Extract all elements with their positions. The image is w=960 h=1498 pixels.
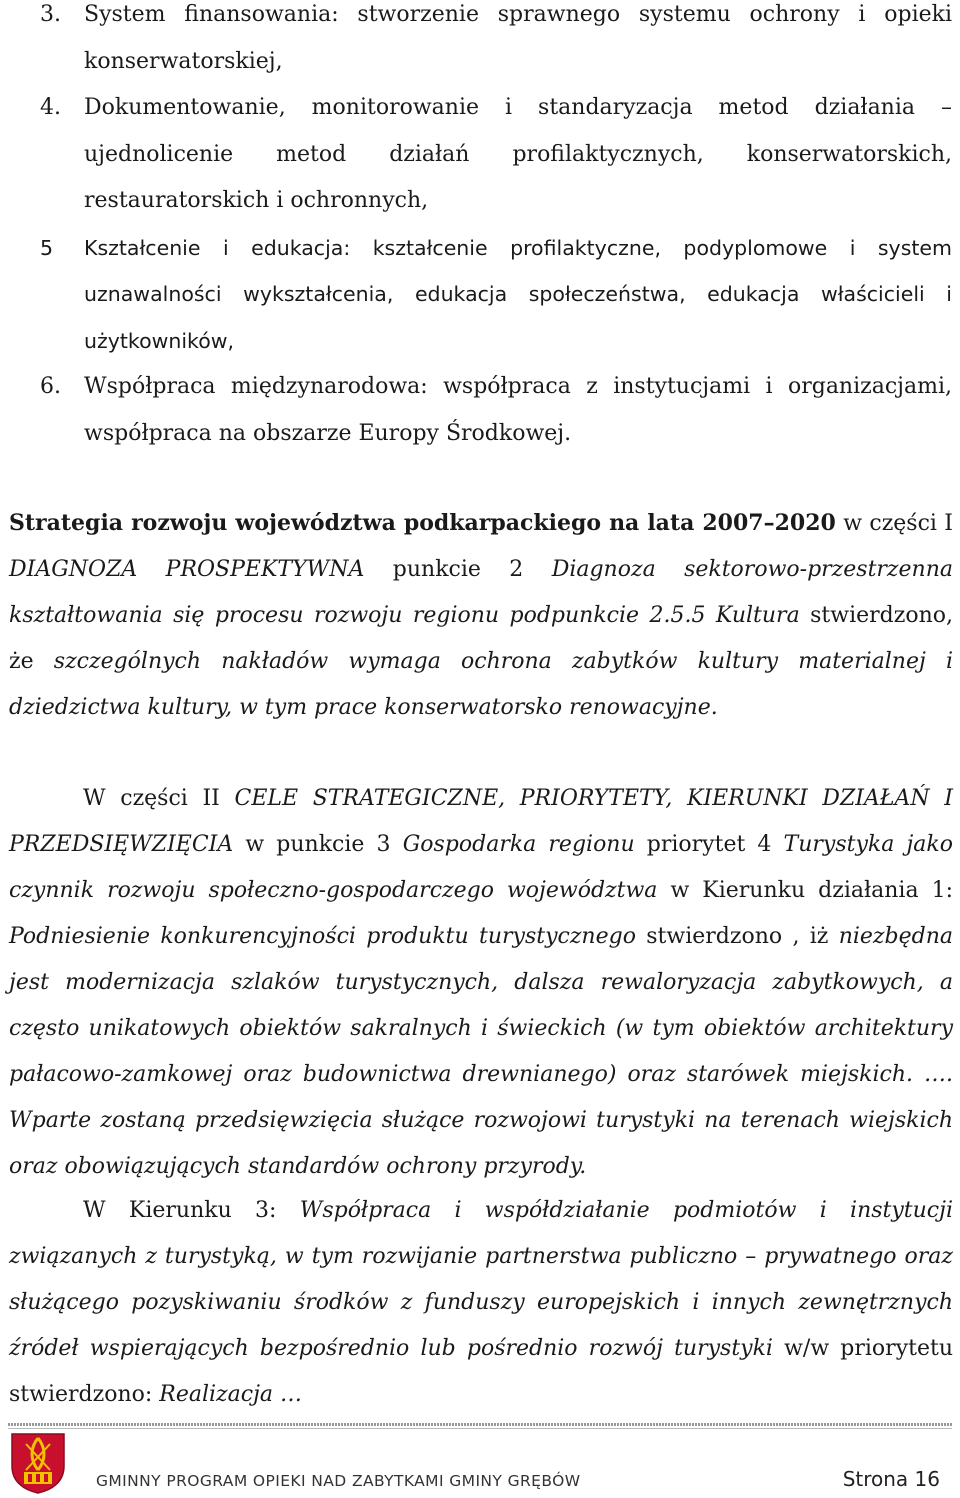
direction-name: Podniesienie konkurencyjności produktu turystycznego bbox=[9, 924, 636, 949]
list-item bbox=[0, 225, 960, 365]
list-number: 4. bbox=[40, 95, 61, 120]
subsection-name: Diagnoza sektorowo-przestrzenna kształtowania się procesu rozwoju regionu podpunkcie 2.5.5 Kultura bbox=[9, 557, 953, 628]
priority-name: Turystyka jako czynnik rozwoju społeczno-gospodarczego województwa bbox=[9, 832, 953, 903]
list-text: Współpraca międzynarodowa: współpraca z instytucjami i organizacjami, współpraca na obszarze Europy Środkowej. bbox=[84, 374, 952, 446]
text-run: stwierdzono, że bbox=[9, 603, 954, 674]
list-item bbox=[0, 85, 960, 225]
list-number: 3. bbox=[40, 2, 61, 27]
text-run: w/w priorytetu stwierdzono: bbox=[9, 1336, 953, 1407]
paragraph-strategic-goals bbox=[9, 776, 953, 1190]
footer-title: GMINNY PROGRAM OPIEKI NAD ZABYTKAMI GMINY GRĘBÓW bbox=[96, 1472, 581, 1490]
text-run: stwierdzono , iż bbox=[635, 924, 839, 949]
list-item bbox=[0, 0, 960, 85]
quoted-finding: niezbędna jest modernizacja szlaków turystycznych, dalsza rewaloryzacja zabytkowych, a często unikatowych obiektów sakralnych i świeckich (w tym obiektów architektury pałacowo-zamkowej oraz budownictwa drewnianego) oraz starówek miejskich. …. Wparte zostaną przedsięwzięcia służące rozwojowi turystyki na terenach wiejskich oraz obowiązujących standardów ochrony przyrody. bbox=[9, 924, 953, 1179]
footer-divider-line bbox=[8, 1428, 952, 1429]
text-run: W Kierunku 3: bbox=[83, 1198, 300, 1223]
text-run: w punkcie 3 bbox=[233, 832, 403, 857]
list-text: Kształcenie i edukacja: kształcenie profilaktyczne, podyplomowe i system uznawalności wykształcenia, edukacja społeczeństwa, edukacja właścicieli i użytkowników, bbox=[84, 235, 952, 353]
text-run: priorytet 4 bbox=[634, 832, 784, 857]
direction-name: Współpraca i współdziałanie podmiotów i instytucji związanych z turystyką, w tym rozwijanie partnerstwa publiczno – prywatnego oraz służącego pozyskiwaniu środków z funduszy europejskich i innych zewnętrznych źródeł wspierających bezpośrednio lub pośrednio rozwój turystyki bbox=[9, 1198, 953, 1361]
list-number: 5 bbox=[40, 235, 54, 260]
page-number: Strona 16 bbox=[842, 1467, 940, 1491]
quoted-finding: szczególnych nakładów wymaga ochrona zabytków kultury materialnej i dziedzictwa kultury, w tym prace konserwatorsko renowacyjne. bbox=[9, 649, 953, 720]
list-number: 6. bbox=[40, 374, 61, 399]
list-item bbox=[0, 364, 960, 457]
strategy-title: Strategia rozwoju województwa podkarpackiego na lata 2007–2020 bbox=[9, 510, 836, 536]
text-run: punkcie 2 bbox=[364, 557, 552, 582]
paragraph-strategy-diagnosis bbox=[9, 500, 953, 731]
point-name: Gospodarka regionu bbox=[402, 832, 635, 857]
list-text: Dokumentowanie, monitorowanie i standaryzacja metod działania – ujednolicenie metod działań profilaktycznych, konserwatorskich, restauratorskich i ochronnych, bbox=[84, 95, 952, 213]
paragraph-direction-3 bbox=[9, 1188, 953, 1418]
numbered-list bbox=[0, 0, 960, 457]
section-name: DIAGNOZA PROSPEKTYWNA bbox=[9, 557, 365, 582]
text-run: W części II bbox=[83, 786, 235, 811]
footer-divider bbox=[8, 1423, 952, 1426]
text-run: w części I bbox=[835, 511, 953, 536]
quoted-finding: Realizacja … bbox=[159, 1382, 303, 1407]
text-run: w Kierunku działania 1: bbox=[657, 878, 953, 903]
section-name: CELE STRATEGICZNE, PRIORYTETY, KIERUNKI DZIAŁAŃ I PRZEDSIĘWZIĘCIA bbox=[9, 786, 953, 857]
gmina-crest-icon bbox=[8, 1430, 68, 1494]
list-text: System finansowania: stworzenie sprawnego systemu ochrony i opieki konserwatorskiej, bbox=[84, 2, 952, 74]
